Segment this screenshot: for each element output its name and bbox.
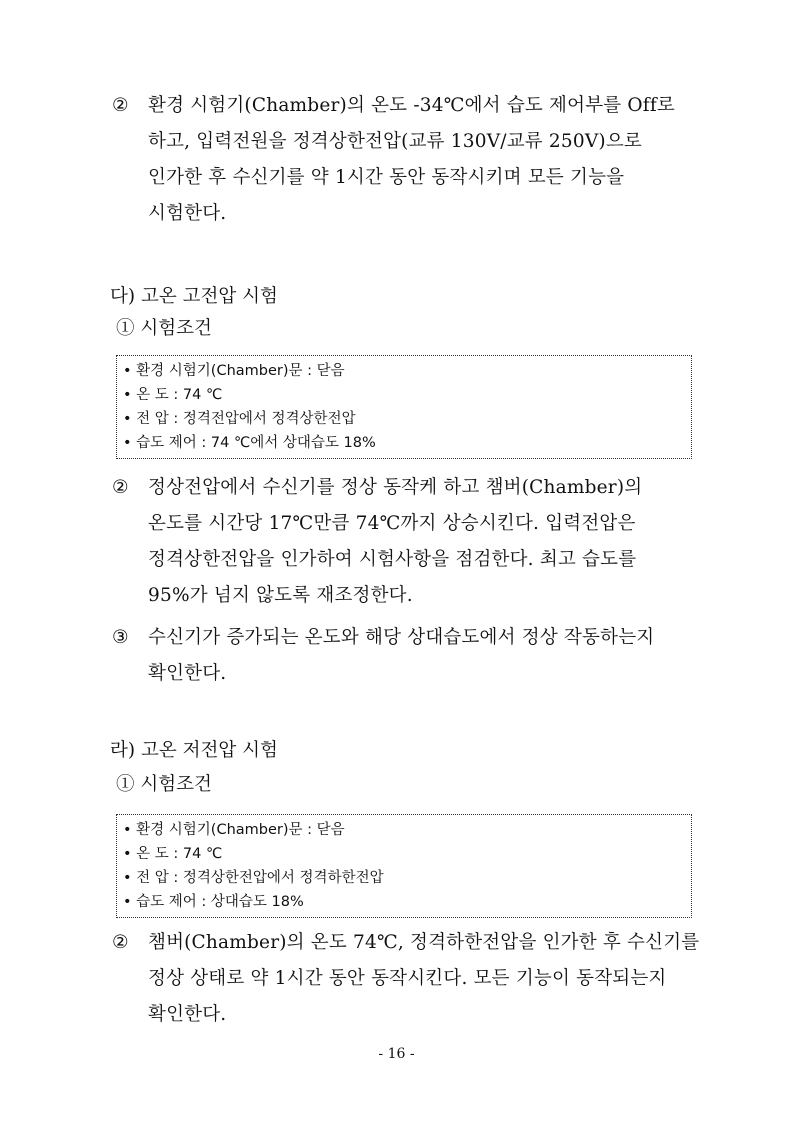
section-heading-ra: 라) 고온 저전압 시험 [110, 740, 278, 761]
conditions-box-ra [116, 814, 692, 918]
paragraph-line: 하고, 입력전원을 정격상한전압(교류 130V/교류 250V)으로 [148, 131, 642, 152]
paragraph-line: 정상전압에서 수신기를 정상 동작케 하고 챔버(Chamber)의 [148, 477, 643, 498]
paragraph-line: 시험한다. [148, 203, 227, 224]
condition-line: • 온 도 : 74 ℃ [123, 846, 223, 862]
paragraph-line: 수신기가 증가되는 온도와 해당 상대습도에서 정상 작동하는지 [148, 627, 655, 648]
paragraph-line: 챔버(Chamber)의 온도 74℃, 정격하한전압을 인가한 후 수신기를 [148, 932, 700, 953]
page-number: - 16 - [378, 1046, 415, 1062]
paragraph-item-2-ra [112, 925, 724, 1033]
paragraph-line: 95%가 넘지 않도록 재조정한다. [148, 585, 413, 606]
item-number: ② [112, 477, 129, 498]
condition-line: • 전 압 : 정격전압에서 정격상한전압 [123, 411, 356, 427]
paragraph-item-3-da [112, 620, 724, 692]
subsection-test-conditions: ① 시험조건 [116, 774, 212, 795]
section-heading-da: 다) 고온 고전압 시험 [110, 286, 278, 307]
paragraph-line: 정상 상태로 약 1시간 동안 동작시킨다. 모든 기능이 동작되는지 [148, 968, 667, 989]
paragraph-line: 확인한다. [148, 663, 227, 684]
conditions-box-da [116, 355, 692, 459]
condition-line: • 환경 시험기(Chamber)문 : 닫음 [123, 363, 345, 379]
condition-line: • 습도 제어 : 상대습도 18% [123, 894, 304, 910]
paragraph-item-2-top [112, 88, 724, 232]
item-number: ② [112, 95, 129, 116]
paragraph-item-2-da [112, 470, 724, 614]
condition-line: • 환경 시험기(Chamber)문 : 닫음 [123, 822, 345, 838]
subsection-test-conditions: ① 시험조건 [116, 318, 212, 339]
condition-line: • 온 도 : 74 ℃ [123, 387, 223, 403]
item-number: ③ [112, 627, 129, 648]
paragraph-line: 환경 시험기(Chamber)의 온도 -34℃에서 습도 제어부를 Off로 [148, 95, 675, 116]
condition-line: • 습도 제어 : 74 ℃에서 상대습도 18% [123, 435, 376, 451]
condition-line: • 전 압 : 정격상한전압에서 정격하한전압 [123, 870, 384, 886]
paragraph-line: 인가한 후 수신기를 약 1시간 동안 동작시키며 모든 기능을 [148, 167, 625, 188]
item-number: ② [112, 932, 129, 953]
paragraph-line: 정격상한전압을 인가하여 시험사항을 점검한다. 최고 습도를 [148, 549, 637, 570]
paragraph-line: 온도를 시간당 17℃만큼 74℃까지 상승시킨다. 입력전압은 [148, 513, 636, 534]
paragraph-line: 확인한다. [148, 1004, 227, 1025]
